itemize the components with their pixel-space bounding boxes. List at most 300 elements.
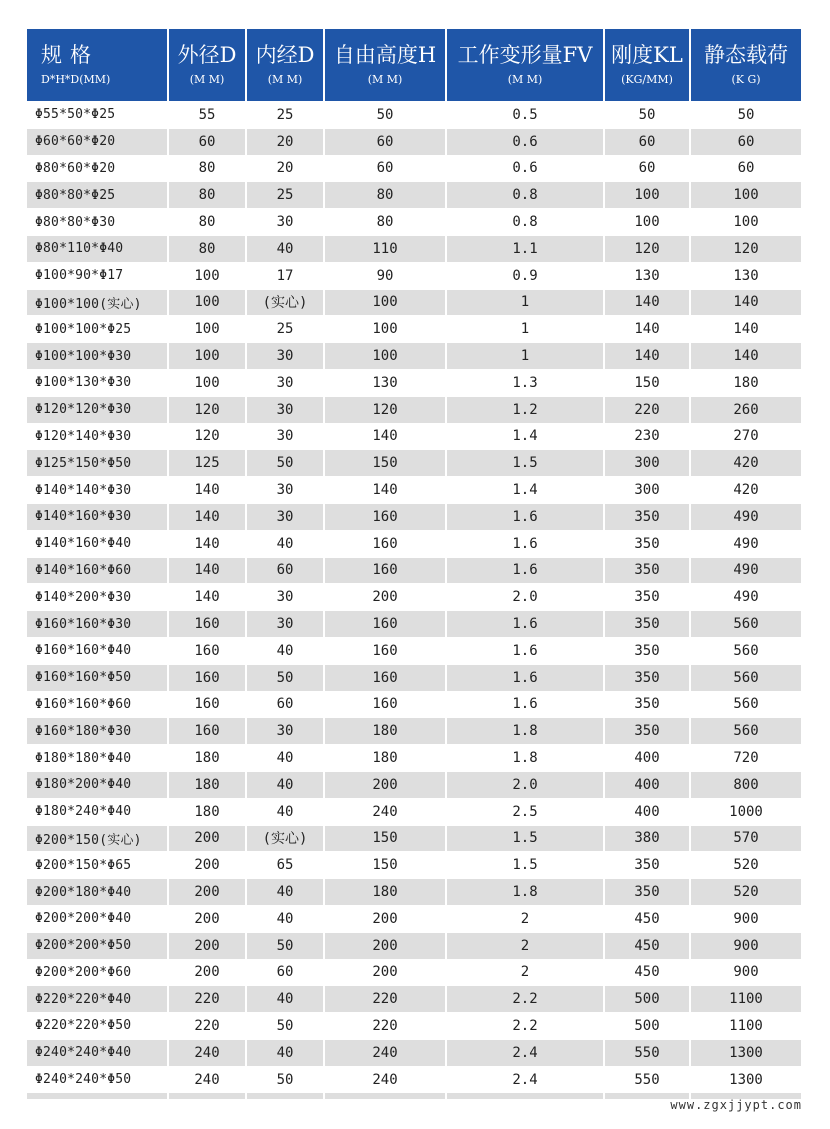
cell-stiffness: 350 — [605, 665, 689, 691]
cell-static-load: 570 — [691, 826, 801, 852]
header-title: 内经D — [255, 43, 315, 67]
cell-outer-diameter: 100 — [169, 316, 245, 342]
table-row — [27, 477, 801, 503]
header-static-load — [691, 29, 801, 101]
cell-outer-diameter: 160 — [169, 665, 245, 691]
table-row — [27, 236, 801, 262]
cell-free-height: 220 — [325, 986, 445, 1012]
header-unit: (M M) — [267, 73, 303, 86]
cell-outer-diameter: 200 — [169, 933, 245, 959]
cell-inner-diameter: 30 — [247, 397, 323, 423]
cell-spec: Φ160*160*Φ30 — [27, 611, 167, 637]
header-unit: (K G) — [731, 73, 761, 86]
cell-free-height: 160 — [325, 504, 445, 530]
cell-inner-diameter: 40 — [247, 906, 323, 932]
cell-outer-diameter: 100 — [169, 343, 245, 369]
cell-spec: Φ100*100*Φ25 — [27, 316, 167, 342]
table-row — [27, 584, 801, 610]
table-row — [27, 665, 801, 691]
table-row — [27, 1013, 801, 1039]
cell-outer-diameter: 125 — [169, 450, 245, 476]
cell-static-load: 140 — [691, 343, 801, 369]
cell-deformation: 2 — [447, 906, 603, 932]
cell-spec: Φ180*180*Φ40 — [27, 745, 167, 771]
cell-static-load: 130 — [691, 263, 801, 289]
table-row — [27, 1040, 801, 1066]
cell-spec: Φ160*160*Φ50 — [27, 665, 167, 691]
cell-inner-diameter: 40 — [247, 879, 323, 905]
cell-deformation: 0.5 — [447, 102, 603, 128]
cell-outer-diameter: 180 — [169, 772, 245, 798]
header-inner-diameter — [247, 29, 323, 101]
cell-stiffness: 140 — [605, 343, 689, 369]
cell-free-height: 200 — [325, 584, 445, 610]
table-row — [27, 638, 801, 664]
cell-stiffness: 100 — [605, 182, 689, 208]
cell-spec: Φ220*220*Φ50 — [27, 1013, 167, 1039]
cell-static-load: 520 — [691, 879, 801, 905]
table-row — [27, 718, 801, 744]
cell-inner-diameter: 40 — [247, 745, 323, 771]
cell-static-load: 260 — [691, 397, 801, 423]
table-row — [27, 182, 801, 208]
cell-static-load: 900 — [691, 906, 801, 932]
cell-free-height: 200 — [325, 960, 445, 986]
table-row — [27, 316, 801, 342]
cell-free-height: 160 — [325, 531, 445, 557]
cell-stiffness: 400 — [605, 799, 689, 825]
cell-outer-diameter: 240 — [169, 1040, 245, 1066]
cell-outer-diameter: 160 — [169, 611, 245, 637]
cell-spec: Φ100*130*Φ30 — [27, 370, 167, 396]
cell-outer-diameter: 140 — [169, 558, 245, 584]
header-title: 外径D — [177, 43, 237, 67]
cell-deformation: 2.5 — [447, 799, 603, 825]
table-row — [27, 263, 801, 289]
cell-outer-diameter: 80 — [169, 209, 245, 235]
cell-free-height: 160 — [325, 692, 445, 718]
header-unit: D*H*D(MM) — [41, 73, 111, 86]
cell-static-load: 100 — [691, 209, 801, 235]
cell-inner-diameter: 30 — [247, 209, 323, 235]
cell-outer-diameter: 120 — [169, 424, 245, 450]
cell-static-load: 560 — [691, 718, 801, 744]
cell-stiffness: 350 — [605, 504, 689, 530]
cell-deformation: 2 — [447, 933, 603, 959]
cell-inner-diameter: 20 — [247, 156, 323, 182]
cell-static-load: 800 — [691, 772, 801, 798]
header-outer-diameter — [169, 29, 245, 101]
cell-free-height: 150 — [325, 450, 445, 476]
cell-inner-diameter: 30 — [247, 718, 323, 744]
cell-spec: Φ160*160*Φ60 — [27, 692, 167, 718]
cell-inner-diameter: 17 — [247, 263, 323, 289]
cell-free-height: 160 — [325, 638, 445, 664]
cell-inner-diameter: 25 — [247, 102, 323, 128]
header-title: 规格 — [41, 43, 99, 67]
cell-spec: Φ120*140*Φ30 — [27, 424, 167, 450]
cell-stiffness: 380 — [605, 826, 689, 852]
cell-inner-diameter: 40 — [247, 236, 323, 262]
cell-free-height: 150 — [325, 852, 445, 878]
cell-inner-diameter: 30 — [247, 424, 323, 450]
cell-static-load: 120 — [691, 236, 801, 262]
cell-spec: Φ100*100(实心) — [27, 290, 167, 316]
cell-spec: Φ60*60*Φ20 — [27, 129, 167, 155]
table-row — [27, 933, 801, 959]
cell-spec: Φ100*100*Φ30 — [27, 343, 167, 369]
cell-deformation: 1.3 — [447, 370, 603, 396]
table-row — [27, 1067, 801, 1093]
cell-free-height: 60 — [325, 129, 445, 155]
cell-outer-diameter: 80 — [169, 236, 245, 262]
cell-static-load: 270 — [691, 424, 801, 450]
cell-deformation: 1.4 — [447, 477, 603, 503]
header-title: 静态载荷 — [704, 43, 788, 67]
cell-inner-diameter: 30 — [247, 584, 323, 610]
cell-outer-diameter: 140 — [169, 584, 245, 610]
cell-deformation: 1 — [447, 316, 603, 342]
cell-spec: Φ100*90*Φ17 — [27, 263, 167, 289]
cell-static-load: 900 — [691, 933, 801, 959]
header-unit: (M M) — [189, 73, 225, 86]
cell-static-load: 60 — [691, 129, 801, 155]
cell-deformation: 1.8 — [447, 745, 603, 771]
cell-outer-diameter: 55 — [169, 102, 245, 128]
cell-static-load: 560 — [691, 692, 801, 718]
table-row — [27, 129, 801, 155]
cell-free-height: 160 — [325, 665, 445, 691]
table-row — [27, 209, 801, 235]
cell-inner-diameter: 60 — [247, 558, 323, 584]
cell-deformation: 1.6 — [447, 504, 603, 530]
cell-static-load: 490 — [691, 584, 801, 610]
table-row — [27, 424, 801, 450]
cell-free-height: 130 — [325, 370, 445, 396]
table-row — [27, 531, 801, 557]
cell-outer-diameter: 100 — [169, 263, 245, 289]
table-row — [27, 290, 801, 316]
cell-outer-diameter: 180 — [169, 745, 245, 771]
cell-free-height: 160 — [325, 611, 445, 637]
cell-free-height: 100 — [325, 290, 445, 316]
cell-inner-diameter: 50 — [247, 665, 323, 691]
cell-deformation: 0.9 — [447, 263, 603, 289]
cell-stiffness: 60 — [605, 129, 689, 155]
cell-static-load: 720 — [691, 745, 801, 771]
table-row — [27, 692, 801, 718]
cell-stiffness: 230 — [605, 424, 689, 450]
cell-static-load: 140 — [691, 316, 801, 342]
cell-stiffness: 450 — [605, 906, 689, 932]
cell-inner-diameter: (实心) — [247, 826, 323, 852]
cell-stiffness: 50 — [605, 102, 689, 128]
cell-deformation: 1.6 — [447, 558, 603, 584]
cell-outer-diameter: 200 — [169, 906, 245, 932]
cell-static-load: 50 — [691, 102, 801, 128]
cell-free-height: 240 — [325, 1040, 445, 1066]
cell-spec: Φ200*200*Φ40 — [27, 906, 167, 932]
cell-inner-diameter: 40 — [247, 799, 323, 825]
cell-outer-diameter: 160 — [169, 718, 245, 744]
cell-outer-diameter: 140 — [169, 504, 245, 530]
cell-deformation: 2.2 — [447, 986, 603, 1012]
cell-deformation: 0.8 — [447, 209, 603, 235]
cell-spec: Φ200*150(实心) — [27, 826, 167, 852]
cell-static-load: 1300 — [691, 1040, 801, 1066]
table-body — [27, 102, 801, 1099]
table-row — [27, 102, 801, 128]
cell-stiffness: 500 — [605, 1013, 689, 1039]
cell-deformation: 0.8 — [447, 182, 603, 208]
cell-free-height: 100 — [325, 343, 445, 369]
cell-inner-diameter: 40 — [247, 638, 323, 664]
cell-outer-diameter: 220 — [169, 986, 245, 1012]
cell-spec: Φ200*180*Φ40 — [27, 879, 167, 905]
cell-spec: Φ200*150*Φ65 — [27, 852, 167, 878]
cell-stiffness: 450 — [605, 960, 689, 986]
cell-free-height: 140 — [325, 477, 445, 503]
cell-inner-diameter: 30 — [247, 504, 323, 530]
cell-inner-diameter: 40 — [247, 531, 323, 557]
cell-deformation: 1.4 — [447, 424, 603, 450]
cell-spec: Φ140*160*Φ60 — [27, 558, 167, 584]
cell-stiffness: 350 — [605, 638, 689, 664]
table-row — [27, 397, 801, 423]
cell-stiffness: 350 — [605, 611, 689, 637]
table-row — [27, 370, 801, 396]
header-spec — [27, 29, 167, 101]
cell-deformation: 2.4 — [447, 1067, 603, 1093]
table-row — [27, 986, 801, 1012]
cell-inner-diameter: 50 — [247, 450, 323, 476]
cell-static-load: 420 — [691, 450, 801, 476]
cell-deformation: 1.6 — [447, 638, 603, 664]
cell-deformation: 1.5 — [447, 450, 603, 476]
cell-static-load: 490 — [691, 531, 801, 557]
cell-stiffness: 550 — [605, 1067, 689, 1093]
table-row — [27, 156, 801, 182]
watermark: www.zgxjjypt.com — [670, 1098, 802, 1112]
cell-spec: Φ180*200*Φ40 — [27, 772, 167, 798]
table-row — [27, 799, 801, 825]
cell-static-load: 1100 — [691, 1013, 801, 1039]
cell-inner-diameter: 50 — [247, 1013, 323, 1039]
cell-deformation: 1.5 — [447, 852, 603, 878]
cell-inner-diameter: 25 — [247, 182, 323, 208]
cell-free-height: 140 — [325, 424, 445, 450]
cell-inner-diameter: 25 — [247, 316, 323, 342]
cell-inner-diameter: 50 — [247, 1067, 323, 1093]
cell-static-load: 560 — [691, 665, 801, 691]
cell-free-height: 240 — [325, 799, 445, 825]
table-row — [27, 745, 801, 771]
cell-stiffness: 140 — [605, 290, 689, 316]
cell-spec: Φ160*180*Φ30 — [27, 718, 167, 744]
cell-outer-diameter: 160 — [169, 638, 245, 664]
cell-deformation: 2.0 — [447, 772, 603, 798]
cell-static-load: 180 — [691, 370, 801, 396]
tail-cell — [27, 1093, 167, 1099]
cell-deformation: 2.0 — [447, 584, 603, 610]
cell-inner-diameter: 60 — [247, 692, 323, 718]
cell-spec: Φ140*200*Φ30 — [27, 584, 167, 610]
cell-free-height: 50 — [325, 102, 445, 128]
table-row — [27, 450, 801, 476]
header-stiffness — [605, 29, 689, 101]
cell-static-load: 60 — [691, 156, 801, 182]
tail-cell — [447, 1093, 603, 1099]
cell-outer-diameter: 80 — [169, 156, 245, 182]
cell-outer-diameter: 100 — [169, 370, 245, 396]
cell-outer-diameter: 140 — [169, 531, 245, 557]
cell-spec: Φ80*60*Φ20 — [27, 156, 167, 182]
cell-deformation: 1.1 — [447, 236, 603, 262]
cell-inner-diameter: 60 — [247, 960, 323, 986]
cell-free-height: 200 — [325, 933, 445, 959]
cell-deformation: 1.8 — [447, 879, 603, 905]
table-row — [27, 772, 801, 798]
cell-deformation: 1 — [447, 343, 603, 369]
header-free-height — [325, 29, 445, 101]
cell-stiffness: 220 — [605, 397, 689, 423]
cell-inner-diameter: 30 — [247, 343, 323, 369]
table-row — [27, 960, 801, 986]
cell-free-height: 200 — [325, 772, 445, 798]
cell-stiffness: 450 — [605, 933, 689, 959]
tail-cell — [169, 1093, 245, 1099]
cell-spec: Φ240*240*Φ50 — [27, 1067, 167, 1093]
cell-static-load: 560 — [691, 611, 801, 637]
cell-deformation: 1.6 — [447, 611, 603, 637]
cell-free-height: 90 — [325, 263, 445, 289]
header-title: 刚度KL — [611, 43, 683, 67]
cell-static-load: 490 — [691, 558, 801, 584]
cell-stiffness: 300 — [605, 477, 689, 503]
cell-deformation: 1.6 — [447, 692, 603, 718]
tail-cell — [247, 1093, 323, 1099]
cell-outer-diameter: 220 — [169, 1013, 245, 1039]
cell-stiffness: 500 — [605, 986, 689, 1012]
cell-deformation: 1.6 — [447, 665, 603, 691]
cell-deformation: 1 — [447, 290, 603, 316]
cell-inner-diameter: 50 — [247, 933, 323, 959]
cell-spec: Φ55*50*Φ25 — [27, 102, 167, 128]
cell-inner-diameter: 30 — [247, 611, 323, 637]
cell-spec: Φ80*110*Φ40 — [27, 236, 167, 262]
cell-inner-diameter: 40 — [247, 986, 323, 1012]
cell-stiffness: 400 — [605, 772, 689, 798]
cell-static-load: 520 — [691, 852, 801, 878]
cell-outer-diameter: 200 — [169, 879, 245, 905]
cell-inner-diameter: 30 — [247, 370, 323, 396]
cell-deformation: 2.4 — [447, 1040, 603, 1066]
header-unit: (M M) — [367, 73, 403, 86]
header-unit: (KG/MM) — [621, 73, 673, 86]
cell-spec: Φ80*80*Φ25 — [27, 182, 167, 208]
tail-cell — [325, 1093, 445, 1099]
cell-stiffness: 350 — [605, 852, 689, 878]
cell-outer-diameter: 100 — [169, 290, 245, 316]
table-row — [27, 611, 801, 637]
cell-static-load: 490 — [691, 504, 801, 530]
cell-spec: Φ180*240*Φ40 — [27, 799, 167, 825]
table-row — [27, 879, 801, 905]
cell-inner-diameter: 40 — [247, 1040, 323, 1066]
table-row — [27, 852, 801, 878]
cell-stiffness: 350 — [605, 531, 689, 557]
table-row — [27, 826, 801, 852]
cell-stiffness: 550 — [605, 1040, 689, 1066]
cell-stiffness: 60 — [605, 156, 689, 182]
cell-outer-diameter: 140 — [169, 477, 245, 503]
header-row — [27, 29, 801, 101]
cell-inner-diameter: 30 — [247, 477, 323, 503]
cell-free-height: 60 — [325, 156, 445, 182]
cell-stiffness: 130 — [605, 263, 689, 289]
table-row — [27, 343, 801, 369]
cell-free-height: 120 — [325, 397, 445, 423]
cell-free-height: 240 — [325, 1067, 445, 1093]
cell-free-height: 160 — [325, 558, 445, 584]
cell-free-height: 180 — [325, 879, 445, 905]
cell-stiffness: 400 — [605, 745, 689, 771]
cell-static-load: 100 — [691, 182, 801, 208]
cell-outer-diameter: 80 — [169, 182, 245, 208]
cell-free-height: 80 — [325, 209, 445, 235]
cell-deformation: 1.8 — [447, 718, 603, 744]
table-row — [27, 906, 801, 932]
cell-inner-diameter: 65 — [247, 852, 323, 878]
cell-deformation: 0.6 — [447, 156, 603, 182]
table-row — [27, 558, 801, 584]
cell-stiffness: 120 — [605, 236, 689, 262]
cell-stiffness: 300 — [605, 450, 689, 476]
cell-outer-diameter: 200 — [169, 826, 245, 852]
cell-static-load: 1100 — [691, 986, 801, 1012]
cell-static-load: 900 — [691, 960, 801, 986]
cell-outer-diameter: 200 — [169, 852, 245, 878]
cell-outer-diameter: 200 — [169, 960, 245, 986]
spec-table — [25, 28, 803, 1100]
cell-deformation: 2.2 — [447, 1013, 603, 1039]
cell-static-load: 1300 — [691, 1067, 801, 1093]
cell-free-height: 80 — [325, 182, 445, 208]
cell-outer-diameter: 160 — [169, 692, 245, 718]
cell-spec: Φ160*160*Φ40 — [27, 638, 167, 664]
cell-stiffness: 100 — [605, 209, 689, 235]
cell-inner-diameter: 40 — [247, 772, 323, 798]
cell-stiffness: 350 — [605, 879, 689, 905]
cell-outer-diameter: 240 — [169, 1067, 245, 1093]
cell-free-height: 220 — [325, 1013, 445, 1039]
cell-static-load: 560 — [691, 638, 801, 664]
cell-free-height: 110 — [325, 236, 445, 262]
cell-spec: Φ200*200*Φ60 — [27, 960, 167, 986]
cell-free-height: 200 — [325, 906, 445, 932]
cell-stiffness: 150 — [605, 370, 689, 396]
cell-deformation: 1.6 — [447, 531, 603, 557]
cell-static-load: 140 — [691, 290, 801, 316]
cell-stiffness: 350 — [605, 718, 689, 744]
cell-outer-diameter: 60 — [169, 129, 245, 155]
cell-stiffness: 140 — [605, 316, 689, 342]
cell-spec: Φ140*140*Φ30 — [27, 477, 167, 503]
header-deformation — [447, 29, 603, 101]
cell-free-height: 100 — [325, 316, 445, 342]
header-unit: (M M) — [507, 73, 543, 86]
cell-free-height: 150 — [325, 826, 445, 852]
